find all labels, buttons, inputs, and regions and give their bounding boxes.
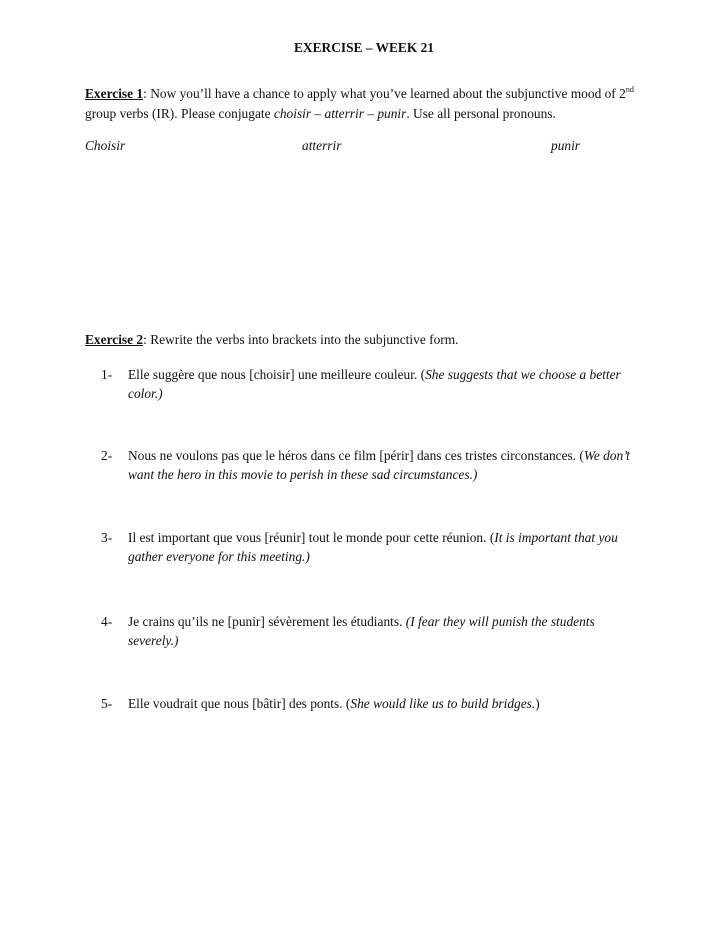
exercise-1-label: Exercise 1 xyxy=(85,86,144,101)
exercise-2-text: : Rewrite the verbs into brackets into the subjunctive form. xyxy=(143,332,459,347)
item-number: 4- xyxy=(101,614,113,629)
list-item xyxy=(101,446,641,484)
item-english: She suggests that we choose a better color.) xyxy=(128,367,621,401)
exercise-1-text-a: : Now you’ll have a chance to apply what you’ve learned about the subjunctive mood of 2 xyxy=(143,86,626,101)
item-french: Je crains qu’ils ne [punir] sévèrement les étudiants. xyxy=(128,614,406,629)
verb-column-atterrir: atterrir xyxy=(302,138,342,153)
item-tail: ) xyxy=(535,696,540,711)
list-item xyxy=(101,528,641,566)
exercise-1-text-b: group verbs (IR). Please conjugate xyxy=(85,106,274,121)
page-title: EXERCISE – WEEK 21 xyxy=(293,40,435,55)
item-number: 5- xyxy=(101,696,113,711)
item-french: Elle suggère que nous [choisir] une meilleure couleur. ( xyxy=(128,367,426,382)
verb-column-choisir: Choisir xyxy=(85,138,126,153)
item-english: It is important that you gather everyone for this meeting.) xyxy=(128,530,618,564)
item-english: We don’t want the hero in this movie to perish in these sad circumstances.) xyxy=(128,448,630,482)
list-item xyxy=(101,694,641,713)
item-english: She would like us to build bridges. xyxy=(350,696,536,711)
item-french: Il est important que vous [réunir] tout le monde pour cette réunion. ( xyxy=(128,530,495,545)
exercise-1-text-c: . Use all personal pronouns. xyxy=(406,106,556,121)
list-item xyxy=(101,365,641,403)
item-french: Nous ne voulons pas que le héros dans ce film [périr] dans ces tristes circonstances. ( xyxy=(128,448,584,463)
item-french: Elle voudrait que nous [bâtir] des ponts. ( xyxy=(128,696,351,711)
item-number: 2- xyxy=(101,448,113,463)
ordinal-superscript: nd xyxy=(625,84,634,94)
list-item xyxy=(101,612,641,650)
exercise-1-verbs-inline: choisir – atterrir – punir xyxy=(273,106,407,121)
item-english: (I fear they will punish the students severely.) xyxy=(128,614,595,648)
item-number: 3- xyxy=(101,530,113,545)
exercise-1-instructions xyxy=(85,84,645,124)
exercise-2-instructions xyxy=(85,332,645,348)
verb-column-punir: punir xyxy=(551,138,581,153)
exercise-2-label: Exercise 2 xyxy=(85,332,144,347)
item-number: 1- xyxy=(101,367,113,382)
